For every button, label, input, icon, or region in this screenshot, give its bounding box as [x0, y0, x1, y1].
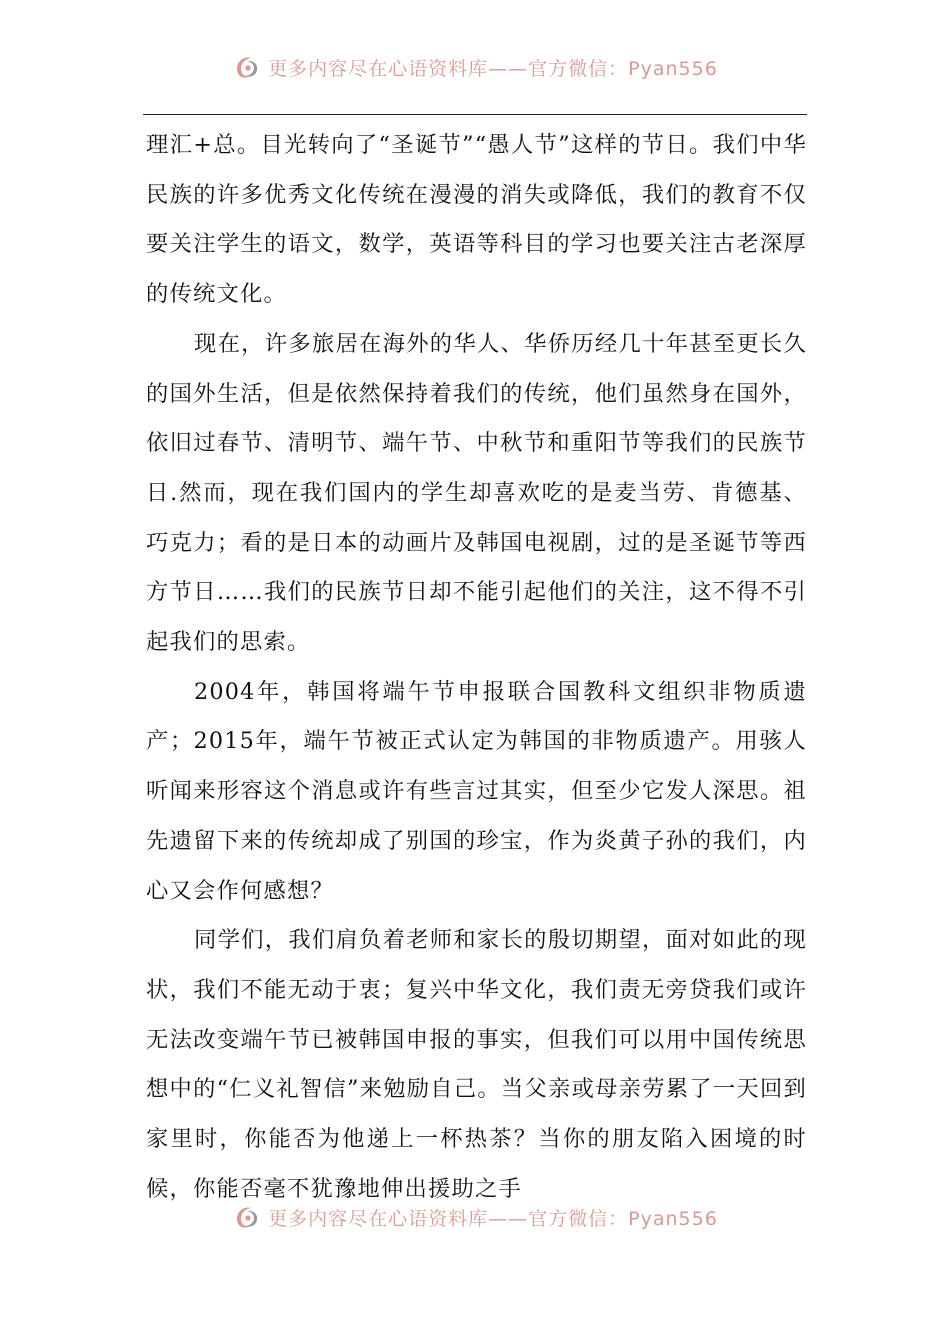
paragraph-2: 现在，许多旅居在海外的华人、华侨历经几十年甚至更长久的国外生活，但是依然保持着我们的传统，他们虽然身在国外，依旧过春节、清明节、端午节、中秋节和重阳节等我们的民族节日.然而，现在我们国内的学生却喜欢吃的是麦当劳、肯德基、巧克力；看的是日本的动画片及韩国电视剧，过的是圣诞节等西方节日……我们的民族节日却不能引起他们的关注，这不得不引起我们的思索。: [146, 330, 807, 656]
paragraph-4: 同学们，我们肩负着老师和家长的殷切期望，面对如此的现状，我们不能无动于衷；复兴中华文化，我们责无旁贷我们或许无法改变端午节已被韩国申报的事实，但我们可以用中国传统思想中的“仁义礼智信”来勉励自己。当父亲或母亲劳累了一天回到家里时，你能否为他递上一杯热茶？当你的朋友陷入困境的时候，你能否毫不犹豫地伸出援助之手: [146, 927, 807, 1202]
header-watermark-text: 更多内容尽在心语资料库——官方微信：Pyan556: [268, 57, 718, 80]
header-watermark: [232, 52, 718, 82]
footer-watermark: [232, 1202, 718, 1232]
document-body: [146, 121, 807, 1214]
footer-watermark-text: 更多内容尽在心语资料库——官方微信：Pyan556: [268, 1207, 718, 1230]
paragraph-3: 2004年，韩国将端午节申报联合国教科文组织非物质遗产；2015年，端午节被正式认定为韩国的非物质遗产。用骇人听闻来形容这个消息或许有些言过其实，但至少它发人深思。祖先遗留下来的传统却成了别国的珍宝，作为炎黄子孙的我们，内心又会作何感想？: [146, 678, 807, 904]
header-divider: [143, 114, 807, 115]
logo-icon: [232, 52, 262, 82]
logo-icon: [232, 1202, 262, 1232]
page-header: [0, 52, 950, 92]
paragraph-1: 理汇+总。目光转向了“圣诞节”“愚人节”这样的节日。我们中华民族的许多优秀文化传统在漫漫的消失或降低，我们的教育不仅要关注学生的语文，数学，英语等科目的学习也要关注古老深厚的传统文化。: [146, 132, 807, 308]
page-footer: [0, 1202, 950, 1242]
